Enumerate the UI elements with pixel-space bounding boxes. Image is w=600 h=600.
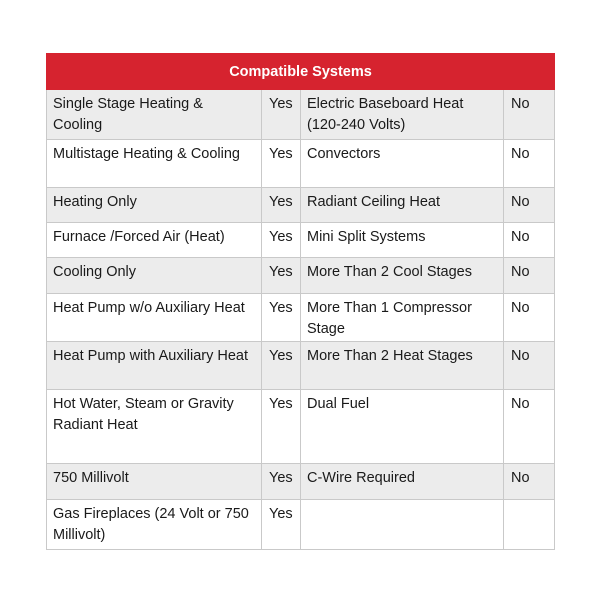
system-cell: Gas Fireplaces (24 Volt or 750 Millivolt) <box>47 500 262 550</box>
compatibility-cell: No <box>504 90 555 140</box>
compatibility-cell: Yes <box>262 223 301 258</box>
compatibility-cell <box>504 500 555 550</box>
table-row <box>47 188 555 223</box>
system-cell: Dual Fuel <box>301 390 504 464</box>
compatibility-cell: Yes <box>262 390 301 464</box>
compatible-systems-table-container <box>46 53 554 550</box>
system-cell: Heat Pump w/o Auxiliary Heat <box>47 294 262 342</box>
compatibility-cell: Yes <box>262 140 301 188</box>
system-cell: Electric Baseboard Heat (120-240 Volts) <box>301 90 504 140</box>
compatibility-cell: No <box>504 294 555 342</box>
compatibility-cell: No <box>504 464 555 500</box>
system-cell: Heat Pump with Auxiliary Heat <box>47 342 262 390</box>
system-cell: C-Wire Required <box>301 464 504 500</box>
table-row <box>47 342 555 390</box>
compatibility-cell: No <box>504 390 555 464</box>
compatibility-cell: No <box>504 223 555 258</box>
system-cell: Single Stage Heating & Cooling <box>47 90 262 140</box>
system-cell: Heating Only <box>47 188 262 223</box>
system-cell: Mini Split Systems <box>301 223 504 258</box>
system-cell: Furnace /Forced Air (Heat) <box>47 223 262 258</box>
system-cell: Radiant Ceiling Heat <box>301 188 504 223</box>
table-row <box>47 390 555 464</box>
system-cell: Hot Water, Steam or Gravity Radiant Heat <box>47 390 262 464</box>
table-row <box>47 464 555 500</box>
compatibility-cell: Yes <box>262 258 301 294</box>
compatibility-cell: Yes <box>262 464 301 500</box>
table-header-row <box>47 54 555 90</box>
system-cell <box>301 500 504 550</box>
table-row <box>47 500 555 550</box>
compatibility-cell: No <box>504 140 555 188</box>
table-row <box>47 90 555 140</box>
compatible-systems-table <box>46 53 555 550</box>
compatibility-cell: Yes <box>262 294 301 342</box>
table-row <box>47 223 555 258</box>
system-cell: 750 Millivolt <box>47 464 262 500</box>
system-cell: Multistage Heating & Cooling <box>47 140 262 188</box>
table-title: Compatible Systems <box>47 54 555 90</box>
table-row <box>47 140 555 188</box>
compatibility-cell: No <box>504 258 555 294</box>
compatibility-cell: Yes <box>262 342 301 390</box>
compatibility-cell: Yes <box>262 188 301 223</box>
compatibility-cell: Yes <box>262 90 301 140</box>
system-cell: More Than 2 Heat Stages <box>301 342 504 390</box>
system-cell: More Than 2 Cool Stages <box>301 258 504 294</box>
system-cell: More Than 1 Compressor Stage <box>301 294 504 342</box>
compatibility-cell: No <box>504 342 555 390</box>
table-row <box>47 258 555 294</box>
compatibility-cell: Yes <box>262 500 301 550</box>
system-cell: Convectors <box>301 140 504 188</box>
compatibility-cell: No <box>504 188 555 223</box>
system-cell: Cooling Only <box>47 258 262 294</box>
table-row <box>47 294 555 342</box>
